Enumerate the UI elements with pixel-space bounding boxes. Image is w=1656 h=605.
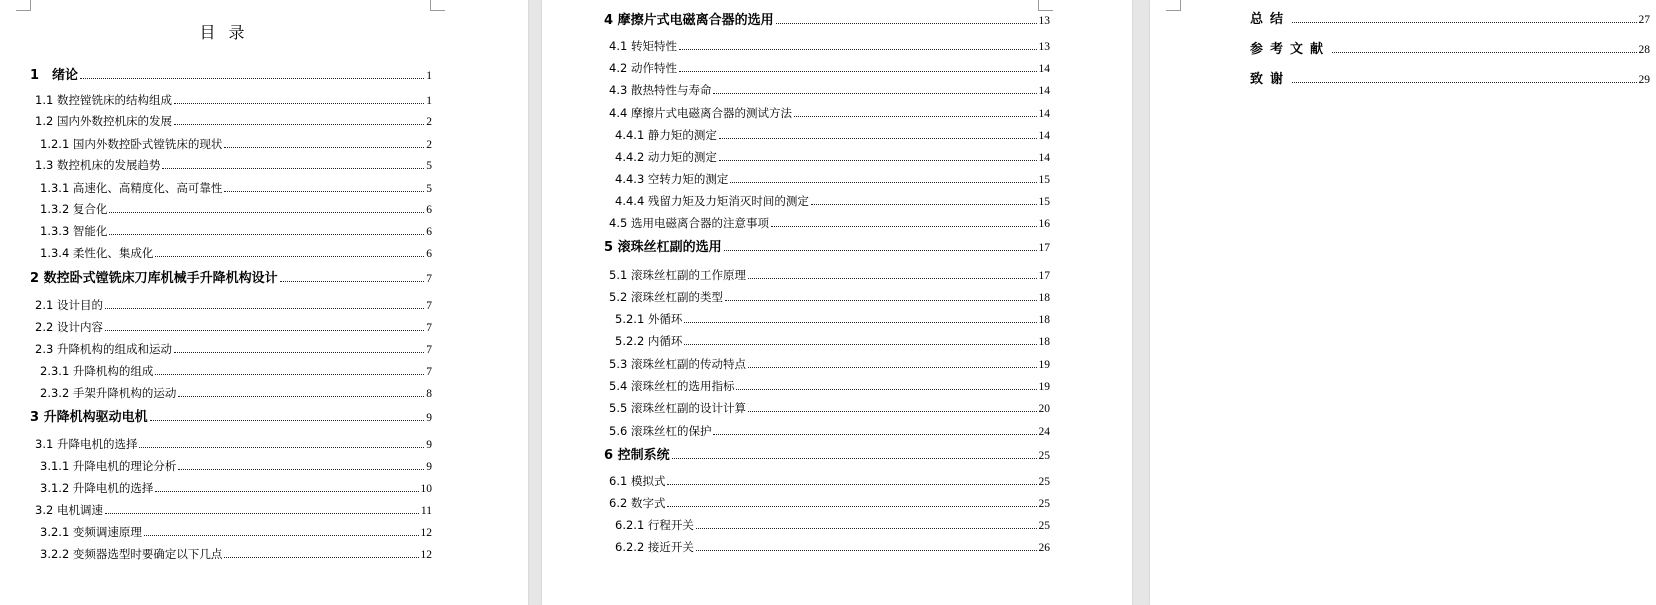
toc-entry[interactable] bbox=[35, 437, 432, 452]
toc-entry-label: 4.4.2 动力矩的测定 bbox=[615, 150, 717, 164]
toc-entry[interactable] bbox=[609, 496, 1050, 511]
toc-dot-leader bbox=[736, 389, 1036, 390]
toc-page-number: 14 bbox=[1038, 85, 1050, 97]
toc-entry-label: 1 绪论 bbox=[30, 68, 79, 83]
toc-entry-label: 3 升降机构驱动电机 bbox=[30, 410, 148, 425]
toc-dot-leader bbox=[80, 78, 424, 79]
toc-entry-label: 1.3.4 柔性化、集成化 bbox=[40, 246, 154, 260]
toc-entry-label: 4 摩擦片式电磁离合器的选用 bbox=[604, 13, 774, 28]
toc-page-number: 12 bbox=[420, 527, 432, 539]
toc-page-number: 26 bbox=[1038, 542, 1050, 554]
toc-entry-label: 4.3 散热特性与寿命 bbox=[609, 83, 712, 97]
toc-entry-label: 4.1 转矩特性 bbox=[609, 39, 677, 53]
toc-entry-label: 6.2 数字式 bbox=[609, 496, 666, 510]
toc-entry[interactable] bbox=[609, 83, 1050, 98]
toc-entry-label: 5.6 滚珠丝杠的保护 bbox=[609, 424, 712, 438]
toc-dot-leader bbox=[178, 469, 424, 470]
toc-entry[interactable] bbox=[1250, 42, 1650, 58]
toc-entry-label: 3.1.1 升降电机的理论分析 bbox=[40, 459, 177, 473]
toc-page-number: 13 bbox=[1038, 15, 1050, 27]
toc-page-number: 12 bbox=[420, 549, 432, 561]
toc-dot-leader bbox=[719, 138, 1037, 139]
toc-entry[interactable] bbox=[609, 474, 1050, 489]
toc-entry[interactable] bbox=[35, 114, 432, 129]
toc-entry-label: 6 控制系统 bbox=[604, 448, 670, 463]
toc-entry-label: 参考文献 bbox=[1250, 42, 1331, 57]
toc-entry[interactable] bbox=[35, 158, 432, 173]
toc-entry-label: 3.2 电机调速 bbox=[35, 503, 103, 517]
toc-dot-leader bbox=[109, 234, 424, 235]
toc-dot-leader bbox=[696, 528, 1037, 529]
toc-entry[interactable] bbox=[609, 424, 1050, 439]
toc-entry[interactable] bbox=[604, 448, 1050, 464]
toc-page-number: 1 bbox=[426, 95, 432, 107]
toc-entry[interactable] bbox=[609, 106, 1050, 121]
toc-page-number: 18 bbox=[1038, 336, 1050, 348]
toc-dot-leader bbox=[224, 557, 418, 558]
toc-page-number: 2 bbox=[426, 116, 432, 128]
toc-dot-leader bbox=[725, 300, 1037, 301]
toc-page-number: 9 bbox=[426, 412, 432, 424]
toc-page-number: 14 bbox=[1038, 63, 1050, 75]
toc-entry[interactable] bbox=[40, 386, 432, 401]
toc-dot-leader bbox=[672, 458, 1037, 459]
toc-entry[interactable] bbox=[40, 181, 432, 196]
toc-entry-label: 2.1 设计目的 bbox=[35, 298, 103, 312]
toc-dot-leader bbox=[748, 278, 1037, 279]
toc-dot-leader bbox=[224, 147, 424, 148]
toc-dot-leader bbox=[794, 116, 1037, 117]
toc-entry[interactable] bbox=[30, 68, 432, 84]
toc-entry[interactable] bbox=[35, 320, 432, 335]
toc-dot-leader bbox=[811, 204, 1037, 205]
toc-entry[interactable] bbox=[609, 357, 1050, 372]
toc-entry[interactable] bbox=[604, 240, 1050, 256]
toc-entry-label: 4.2 动作特性 bbox=[609, 61, 677, 75]
toc-entry[interactable] bbox=[40, 481, 432, 496]
toc-entry[interactable] bbox=[40, 459, 432, 474]
toc-dot-leader bbox=[174, 352, 424, 353]
toc-page-number: 18 bbox=[1038, 292, 1050, 304]
toc-entry[interactable] bbox=[40, 224, 432, 239]
toc-entry[interactable] bbox=[40, 246, 432, 261]
toc-entry-label: 3.1 升降电机的选择 bbox=[35, 437, 138, 451]
toc-dot-leader bbox=[162, 168, 424, 169]
toc-entry[interactable] bbox=[609, 61, 1050, 76]
toc-entry[interactable] bbox=[1250, 12, 1650, 28]
toc-page-number: 14 bbox=[1038, 130, 1050, 142]
toc-page-number: 7 bbox=[426, 322, 432, 334]
toc-page-number: 18 bbox=[1038, 314, 1050, 326]
toc-dot-leader bbox=[748, 411, 1037, 412]
toc-dot-leader bbox=[684, 322, 1036, 323]
toc-page-number: 15 bbox=[1038, 196, 1050, 208]
toc-page-number: 17 bbox=[1038, 270, 1050, 282]
toc-page-number: 28 bbox=[1638, 44, 1650, 56]
toc-entry-label: 6.2.1 行程开关 bbox=[615, 518, 694, 532]
toc-entry[interactable] bbox=[35, 503, 432, 518]
toc-entry-label: 总结 bbox=[1250, 12, 1291, 27]
toc-page-number: 7 bbox=[426, 366, 432, 378]
toc-entry-label: 5.2.2 内循环 bbox=[615, 334, 683, 348]
toc-page-number: 7 bbox=[426, 300, 432, 312]
toc-page-number: 20 bbox=[1038, 403, 1050, 415]
toc-entry-label: 1.3.3 智能化 bbox=[40, 224, 108, 238]
toc-entry[interactable] bbox=[615, 518, 1050, 533]
toc-page-number: 25 bbox=[1038, 520, 1050, 532]
toc-entry[interactable] bbox=[35, 298, 432, 313]
toc-dot-leader bbox=[771, 226, 1037, 227]
toc-entry-label: 3.2.2 变频器选型时要确定以下几点 bbox=[40, 547, 223, 561]
toc-entry-label: 2.3.2 手架升降机构的运动 bbox=[40, 386, 177, 400]
toc-page-number: 6 bbox=[426, 226, 432, 238]
toc-page-number: 8 bbox=[426, 388, 432, 400]
toc-entry-label: 1.3 数控机床的发展趋势 bbox=[35, 158, 161, 172]
toc-entry[interactable] bbox=[30, 410, 432, 426]
toc-entry[interactable] bbox=[609, 39, 1050, 54]
toc-page-number: 19 bbox=[1038, 381, 1050, 393]
toc-page-number: 9 bbox=[426, 461, 432, 473]
toc-page-number: 6 bbox=[426, 204, 432, 216]
toc-dot-leader bbox=[724, 250, 1037, 251]
toc-entry[interactable] bbox=[615, 312, 1050, 327]
toc-dot-leader bbox=[1332, 52, 1636, 53]
toc-dot-leader bbox=[696, 550, 1037, 551]
toc-entry[interactable] bbox=[40, 525, 432, 540]
page-corner-mark bbox=[1038, 0, 1053, 11]
toc-dot-leader bbox=[679, 71, 1037, 72]
toc-page-number: 7 bbox=[426, 344, 432, 356]
toc-dot-leader bbox=[667, 484, 1036, 485]
toc-page-number: 2 bbox=[426, 139, 432, 151]
toc-page-number: 15 bbox=[1038, 174, 1050, 186]
toc-page-number: 29 bbox=[1638, 74, 1650, 86]
toc-heading: 目 录 bbox=[199, 23, 249, 42]
toc-entry[interactable] bbox=[35, 93, 432, 108]
toc-entry[interactable] bbox=[615, 334, 1050, 349]
toc-page-number: 5 bbox=[426, 183, 432, 195]
page-corner-mark bbox=[1166, 0, 1181, 11]
toc-dot-leader bbox=[713, 93, 1036, 94]
toc-entry[interactable] bbox=[40, 547, 432, 562]
page-corner-mark bbox=[16, 0, 31, 11]
toc-page-number: 10 bbox=[420, 483, 432, 495]
toc-dot-leader bbox=[109, 212, 424, 213]
toc-dot-leader bbox=[174, 103, 424, 104]
toc-entry-label: 4.4.3 空转力矩的测定 bbox=[615, 172, 729, 186]
toc-entry[interactable] bbox=[615, 194, 1050, 209]
toc-entry[interactable] bbox=[609, 379, 1050, 394]
toc-entry[interactable] bbox=[40, 364, 432, 379]
toc-entry-label: 6.1 模拟式 bbox=[609, 474, 666, 488]
toc-dot-leader bbox=[280, 281, 425, 282]
toc-entry-label: 5.3 滚珠丝杠副的传动特点 bbox=[609, 357, 746, 371]
toc-entry[interactable] bbox=[615, 150, 1050, 165]
toc-dot-leader bbox=[1292, 22, 1636, 23]
toc-dot-leader bbox=[174, 124, 424, 125]
toc-entry-label: 3.2.1 变频调速原理 bbox=[40, 525, 142, 539]
toc-entry-label: 2.3 升降机构的组成和运动 bbox=[35, 342, 172, 356]
toc-entry-label: 1.1 数控镗铣床的结构组成 bbox=[35, 93, 172, 107]
toc-page-number: 1 bbox=[426, 70, 432, 82]
toc-page-number: 17 bbox=[1038, 242, 1050, 254]
toc-entry-label: 6.2.2 接近开关 bbox=[615, 540, 694, 554]
toc-dot-leader bbox=[776, 23, 1037, 24]
toc-entry[interactable] bbox=[609, 401, 1050, 416]
toc-entry-label: 2 数控卧式镗铣床刀库机械手升降机构设计 bbox=[30, 271, 278, 286]
toc-entry[interactable] bbox=[35, 342, 432, 357]
toc-dot-leader bbox=[684, 344, 1036, 345]
toc-entry[interactable] bbox=[40, 137, 432, 152]
toc-page-number: 25 bbox=[1038, 450, 1050, 462]
toc-dot-leader bbox=[224, 191, 424, 192]
toc-entry-label: 4.4.4 残留力矩及力矩消灭时间的测定 bbox=[615, 194, 809, 208]
toc-entry[interactable] bbox=[30, 271, 432, 287]
toc-entry-label: 1.2.1 国内外数控卧式镗铣床的现状 bbox=[40, 137, 223, 151]
toc-dot-leader bbox=[667, 506, 1036, 507]
toc-dot-leader bbox=[679, 49, 1037, 50]
toc-entry-label: 4.5 选用电磁离合器的注意事项 bbox=[609, 216, 769, 230]
toc-dot-leader bbox=[748, 367, 1037, 368]
toc-page-number: 16 bbox=[1038, 218, 1050, 230]
toc-page-number: 11 bbox=[420, 505, 432, 517]
toc-entry[interactable] bbox=[615, 128, 1050, 143]
toc-entry-label: 5.2.1 外循环 bbox=[615, 312, 683, 326]
toc-entry-label: 3.1.2 升降电机的选择 bbox=[40, 481, 154, 495]
document-page-2 bbox=[542, 0, 1132, 605]
document-page-1 bbox=[0, 0, 528, 605]
toc-entry[interactable] bbox=[615, 540, 1050, 555]
toc-entry[interactable] bbox=[609, 268, 1050, 283]
toc-dot-leader bbox=[139, 447, 424, 448]
toc-page-number: 27 bbox=[1638, 14, 1650, 26]
toc-entry[interactable] bbox=[615, 172, 1050, 187]
toc-dot-leader bbox=[719, 160, 1037, 161]
toc-entry-label: 1.3.2 复合化 bbox=[40, 202, 108, 216]
toc-dot-leader bbox=[105, 308, 424, 309]
toc-entry-label: 1.3.1 高速化、高精度化、高可靠性 bbox=[40, 181, 223, 195]
toc-page-number: 14 bbox=[1038, 152, 1050, 164]
toc-entry-label: 2.2 设计内容 bbox=[35, 320, 103, 334]
toc-page-number: 24 bbox=[1038, 426, 1050, 438]
toc-entry-label: 5.2 滚珠丝杠副的类型 bbox=[609, 290, 723, 304]
toc-entry-label: 致谢 bbox=[1250, 72, 1291, 87]
toc-dot-leader bbox=[178, 396, 424, 397]
toc-entry-label: 5.1 滚珠丝杠副的工作原理 bbox=[609, 268, 746, 282]
toc-entry-label: 2.3.1 升降机构的组成 bbox=[40, 364, 154, 378]
toc-entry[interactable] bbox=[609, 216, 1050, 231]
toc-page-number: 25 bbox=[1038, 476, 1050, 488]
toc-page-number: 13 bbox=[1038, 41, 1050, 53]
toc-page-number: 25 bbox=[1038, 498, 1050, 510]
toc-dot-leader bbox=[144, 535, 419, 536]
toc-dot-leader bbox=[730, 182, 1036, 183]
toc-page-number: 7 bbox=[426, 273, 432, 285]
toc-dot-leader bbox=[105, 513, 419, 514]
toc-page-number: 6 bbox=[426, 248, 432, 260]
toc-page-number: 14 bbox=[1038, 108, 1050, 120]
toc-entry[interactable] bbox=[40, 202, 432, 217]
toc-entry-label: 4.4 摩擦片式电磁离合器的测试方法 bbox=[609, 106, 792, 120]
toc-entry-label: 1.2 国内外数控机床的发展 bbox=[35, 114, 172, 128]
toc-entry-label: 4.4.1 静力矩的测定 bbox=[615, 128, 717, 142]
toc-entry[interactable] bbox=[609, 290, 1050, 305]
toc-page-number: 19 bbox=[1038, 359, 1050, 371]
document-page-3 bbox=[1150, 0, 1656, 605]
toc-entry[interactable] bbox=[1250, 72, 1650, 88]
toc-dot-leader bbox=[155, 256, 424, 257]
page-corner-mark bbox=[430, 0, 445, 11]
toc-entry-label: 5.4 滚珠丝杠的选用指标 bbox=[609, 379, 735, 393]
toc-dot-leader bbox=[1292, 82, 1636, 83]
toc-dot-leader bbox=[150, 420, 425, 421]
toc-entry-label: 5 滚珠丝杠副的选用 bbox=[604, 240, 722, 255]
toc-dot-leader bbox=[105, 330, 424, 331]
toc-page-number: 9 bbox=[426, 439, 432, 451]
toc-dot-leader bbox=[155, 374, 424, 375]
toc-page-number: 5 bbox=[426, 160, 432, 172]
toc-dot-leader bbox=[713, 434, 1036, 435]
toc-entry[interactable] bbox=[604, 13, 1050, 29]
toc-dot-leader bbox=[155, 491, 418, 492]
toc-entry-label: 5.5 滚珠丝杠副的设计计算 bbox=[609, 401, 746, 415]
